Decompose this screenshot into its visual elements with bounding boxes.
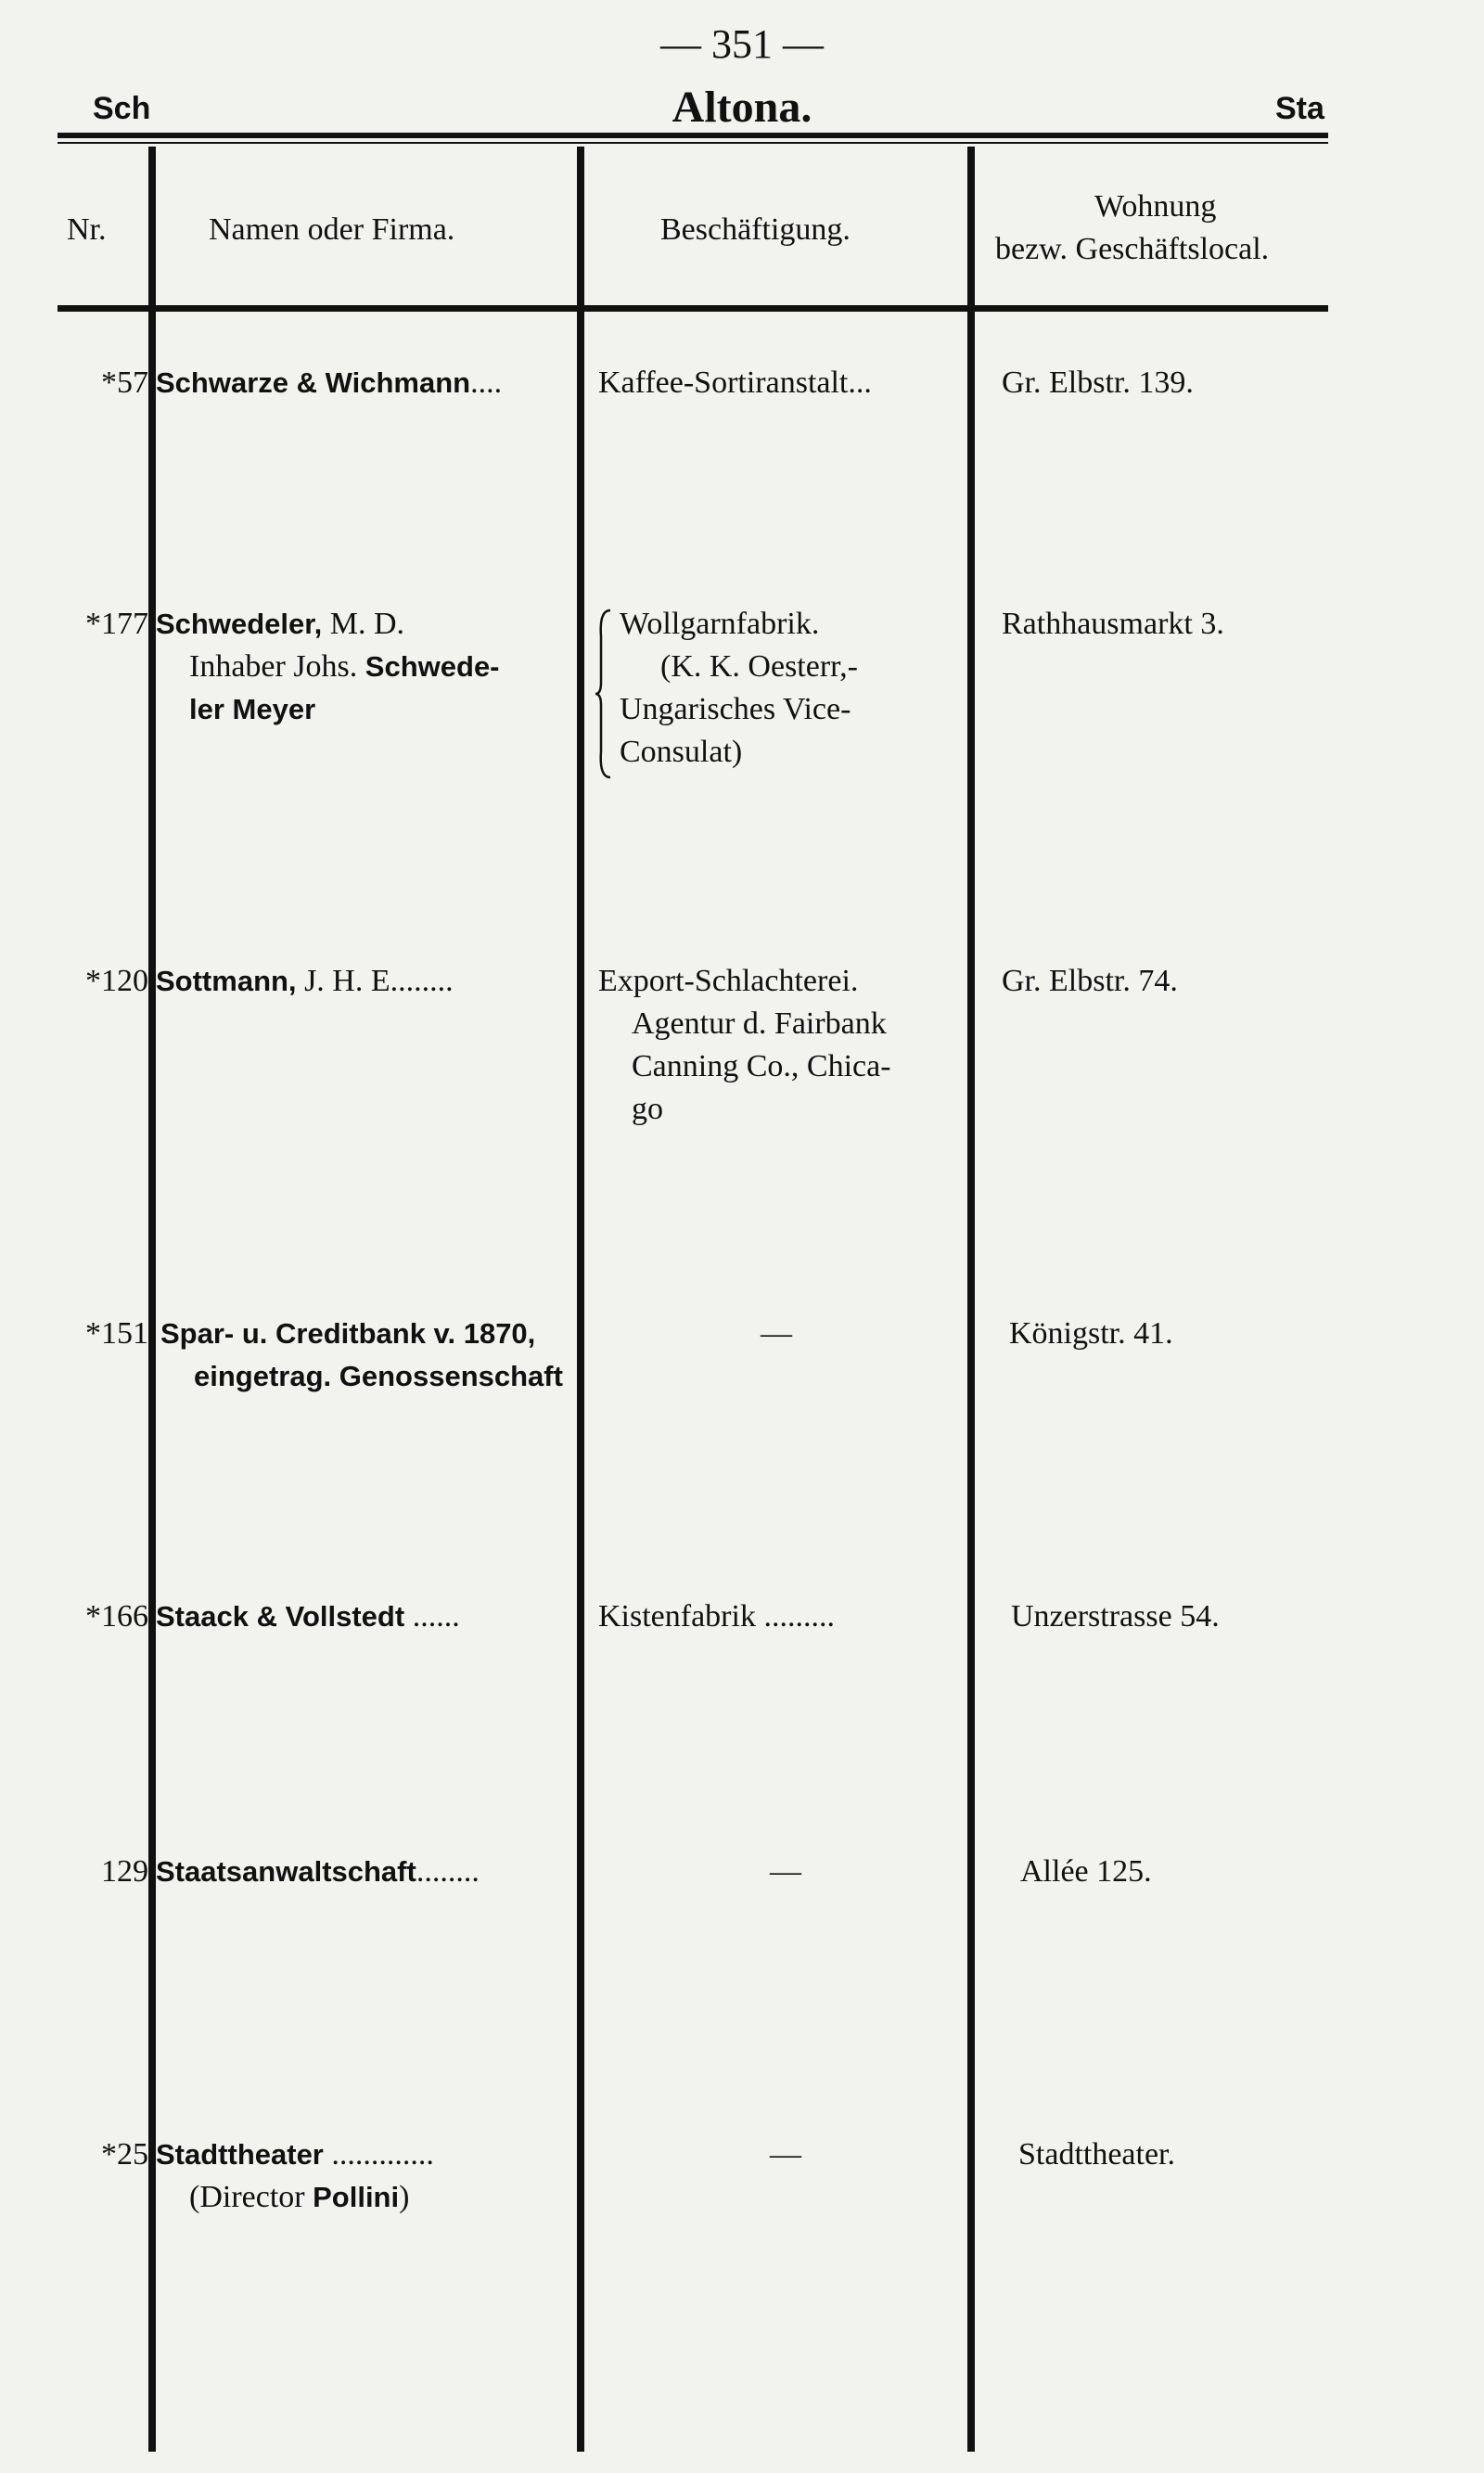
entry-name-rest: J. H. E........ xyxy=(296,964,454,998)
occupation-line: go xyxy=(632,1092,663,1126)
entry-name xyxy=(156,960,582,1003)
occupation-line: Ungarisches Vice- xyxy=(620,692,851,726)
entry-name-rest: ........ xyxy=(416,1854,480,1889)
entry-name-line2-bold: eingetrag. Genossenschaft xyxy=(194,1360,563,1392)
column-head-occupation: Beschäftigung. xyxy=(660,212,851,247)
entry-address: Gr. Elbstr. 74. xyxy=(1002,964,1178,998)
entry-name-bold: Sottmann, xyxy=(156,965,297,997)
entry-address: Gr. Elbstr. 139. xyxy=(1002,365,1194,400)
entry-name-line2-bold: Pollini xyxy=(313,2181,400,2213)
entry-number: *166 xyxy=(85,1599,148,1634)
entry-address: Unzerstrasse 54. xyxy=(1011,1599,1220,1634)
entry-name-bold: Stadttheater xyxy=(156,2138,324,2171)
occupation-line: Kaffee-Sortiranstalt... xyxy=(598,365,872,400)
occupation-line: — xyxy=(770,1854,801,1889)
entry-number: *120 xyxy=(85,964,148,998)
entry-address: Rathhausmarkt 3. xyxy=(1002,607,1224,641)
column-head-name: Namen oder Firma. xyxy=(209,212,455,247)
curly-brace xyxy=(594,609,612,779)
entry-name xyxy=(156,1595,582,1638)
occupation-line: (K. K. Oesterr,- xyxy=(660,649,858,684)
header-rule-thin xyxy=(58,142,1328,144)
entry-number: *177 xyxy=(85,607,148,641)
entry-occupation xyxy=(598,1595,969,1638)
entry-name-bold: Spar- u. Creditbank v. 1870, xyxy=(160,1317,536,1350)
entry-name-rest: .... xyxy=(470,365,503,400)
entry-name-line2: Inhaber Johs. xyxy=(189,649,365,684)
occupation-line: Export-Schlachterei. xyxy=(598,964,859,998)
entry-number: *25 xyxy=(101,2137,148,2172)
occupation-line: — xyxy=(761,1316,792,1351)
entry-number: *57 xyxy=(101,365,148,400)
occupation-line: Kistenfabrik ......... xyxy=(598,1599,835,1634)
occupation-line: Wollgarnfabrik. xyxy=(620,607,820,641)
running-head-right: Sta xyxy=(1275,91,1324,126)
occupation-line: Agentur d. Fairbank xyxy=(632,1006,887,1041)
entry-address: Königstr. 41. xyxy=(1009,1316,1173,1351)
occupation-line: Canning Co., Chica- xyxy=(632,1049,891,1083)
page-number: — 351 — xyxy=(660,21,824,67)
entry-name xyxy=(156,603,582,731)
entry-occupation xyxy=(620,603,991,774)
entry-name-line2-bold: Schwede- xyxy=(365,650,500,683)
entry-name xyxy=(160,1313,587,1398)
column-head-address-2: bezw. Geschäftslocal. xyxy=(995,232,1270,266)
column-divider-1 xyxy=(148,147,156,2452)
entry-name-bold: Staack & Vollstedt xyxy=(156,1600,405,1633)
column-divider-2 xyxy=(577,147,584,2452)
column-head-address-1: Wohnung xyxy=(1094,189,1217,224)
entry-name-bold: Staatsanwaltschaft xyxy=(156,1855,416,1888)
entry-address: Stadttheater. xyxy=(1018,2137,1176,2172)
entry-name-line2: (Director xyxy=(189,2180,313,2214)
entry-name-bold: Schwarze & Wichmann xyxy=(156,366,471,399)
column-divider-3 xyxy=(967,147,975,2452)
occupation-line: Consulat) xyxy=(620,735,743,769)
column-head-nr: Nr. xyxy=(67,212,107,247)
entry-name-line3-bold: ler Meyer xyxy=(189,693,316,725)
entry-name xyxy=(156,2133,582,2219)
entry-number: 129 xyxy=(101,1854,148,1889)
occupation-line: — xyxy=(770,2137,801,2172)
entry-name-line2-tail: ) xyxy=(399,2180,410,2214)
column-head-rule xyxy=(58,305,1328,312)
entry-name xyxy=(156,1851,582,1893)
entry-address: Allée 125. xyxy=(1020,1854,1152,1889)
entry-occupation xyxy=(598,960,969,1131)
header-rule-thick xyxy=(58,133,1328,138)
entry-occupation xyxy=(598,362,969,404)
entry-number: *151 xyxy=(85,1316,148,1351)
page-title: Altona. xyxy=(672,83,812,132)
entry-name-rest: ...... xyxy=(404,1599,460,1634)
running-head-left: Sch xyxy=(93,91,151,126)
entry-name xyxy=(156,362,582,404)
entry-name-rest: M. D. xyxy=(322,607,405,641)
entry-name-bold: Schwedeler, xyxy=(156,608,323,640)
entry-name-rest: ............. xyxy=(323,2137,434,2172)
